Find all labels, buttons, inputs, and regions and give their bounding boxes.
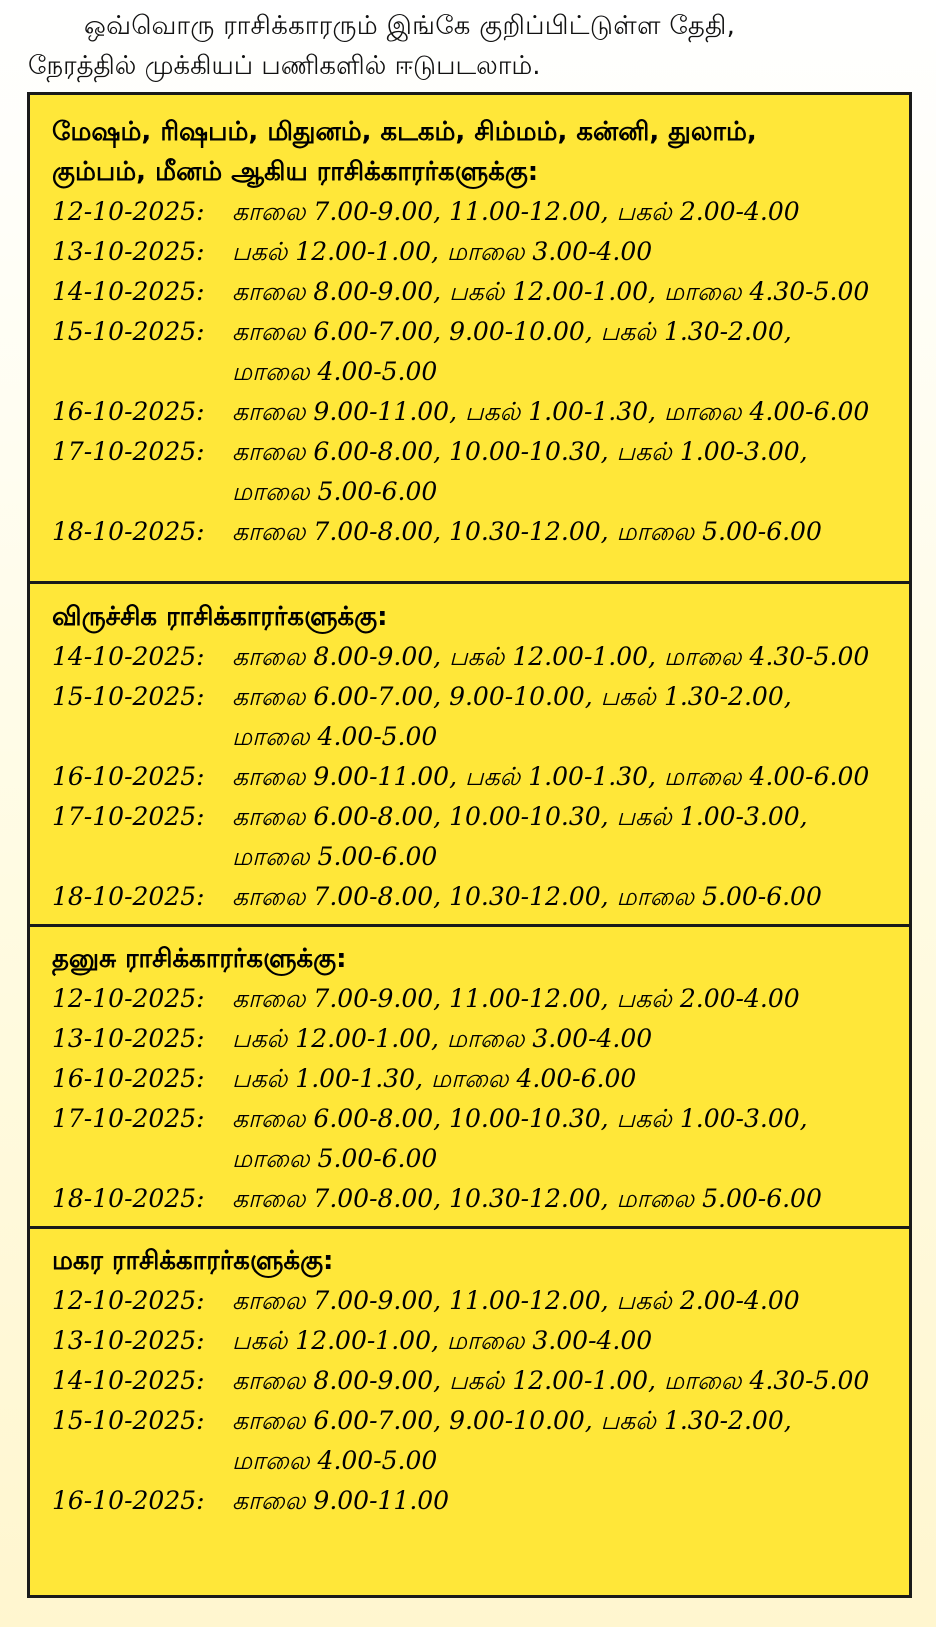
entry-times: பகல் 1.00-1.30, மாலை 4.00-6.00	[232, 1064, 637, 1093]
timing-entry	[52, 637, 909, 677]
entry-times: காலை 6.00-7.00, 9.00-10.00, பகல் 1.30-2.00,	[232, 317, 792, 346]
timing-row	[52, 1281, 909, 1321]
section-heading: தனுசு ராசிக்காரர்களுக்கு:	[52, 944, 347, 974]
timing-row	[52, 1019, 909, 1059]
entry-date: 12-10-2025:	[52, 984, 205, 1013]
timing-row	[52, 877, 909, 917]
timing-row	[52, 1401, 909, 1441]
timing-row	[52, 1361, 909, 1401]
entry-times: காலை 6.00-7.00, 9.00-10.00, பகல் 1.30-2.00,	[232, 1406, 792, 1435]
entry-times: காலை 7.00-8.00, 10.30-12.00, மாலை 5.00-6.00	[232, 517, 822, 546]
entry-date: 12-10-2025:	[52, 1286, 205, 1315]
timing-row	[52, 1481, 909, 1521]
entry-times: மாலை 4.00-5.00	[232, 722, 438, 751]
timing-row	[52, 432, 909, 472]
entry-times: காலை 9.00-11.00, பகல் 1.00-1.30, மாலை 4.00-6.00	[232, 397, 870, 426]
section-dhanusu	[30, 939, 909, 1219]
timing-row	[52, 1179, 909, 1219]
intro-paragraph	[28, 6, 916, 86]
timing-row	[52, 512, 909, 552]
timing-entry	[52, 757, 909, 797]
timing-entry	[52, 432, 909, 512]
entry-times: பகல் 12.00-1.00, மாலை 3.00-4.00	[232, 237, 653, 266]
timing-entry	[52, 512, 909, 552]
timing-entry	[52, 1361, 909, 1401]
timing-row	[52, 1321, 909, 1361]
timing-row	[52, 272, 909, 312]
entry-date: 13-10-2025:	[52, 237, 205, 266]
timing-row	[52, 797, 909, 837]
section-heading: கும்பம், மீனம் ஆகிய ராசிக்காரர்களுக்கு:	[52, 157, 539, 187]
entry-times: காலை 8.00-9.00, பகல் 12.00-1.00, மாலை 4.30-5.00	[232, 277, 870, 306]
timing-row	[52, 837, 909, 877]
entry-date: 17-10-2025:	[52, 437, 205, 466]
section-heading: விருச்சிக ராசிக்காரர்களுக்கு:	[52, 602, 388, 632]
entry-date: 17-10-2025:	[52, 802, 205, 831]
entry-times: காலை 6.00-7.00, 9.00-10.00, பகல் 1.30-2.00,	[232, 682, 792, 711]
timing-entry	[52, 392, 909, 432]
timing-entry	[52, 797, 909, 877]
entry-times: காலை 6.00-8.00, 10.00-10.30, பகல் 1.00-3.00,	[232, 437, 808, 466]
entry-times: காலை 8.00-9.00, பகல் 12.00-1.00, மாலை 4.30-5.00	[232, 642, 870, 671]
entry-times: மாலை 5.00-6.00	[232, 477, 438, 506]
timing-row	[52, 637, 909, 677]
timing-row	[52, 1059, 909, 1099]
section-heading: மகர ராசிக்காரர்களுக்கு:	[52, 1246, 334, 1276]
timing-entry	[52, 192, 909, 232]
entry-date: 15-10-2025:	[52, 1406, 205, 1435]
timing-entry	[52, 979, 909, 1019]
entry-times: காலை 7.00-8.00, 10.30-12.00, மாலை 5.00-6.00	[232, 1184, 822, 1213]
timing-entry	[52, 677, 909, 757]
entry-date: 14-10-2025:	[52, 277, 205, 306]
entry-date: 16-10-2025:	[52, 1486, 205, 1515]
timing-row	[52, 757, 909, 797]
timing-entry	[52, 1401, 909, 1481]
entry-date: 18-10-2025:	[52, 517, 205, 546]
entry-date: 12-10-2025:	[52, 197, 205, 226]
timing-row	[52, 677, 909, 717]
entry-times: பகல் 12.00-1.00, மாலை 3.00-4.00	[232, 1326, 653, 1355]
timing-row	[52, 352, 909, 392]
entry-times: காலை 7.00-9.00, 11.00-12.00, பகல் 2.00-4.00	[232, 1286, 800, 1315]
entry-times: காலை 9.00-11.00, பகல் 1.00-1.30, மாலை 4.00-6.00	[232, 762, 870, 791]
entry-date: 14-10-2025:	[52, 1366, 205, 1395]
timing-entry	[52, 1099, 909, 1179]
entry-date: 15-10-2025:	[52, 317, 205, 346]
entry-date: 13-10-2025:	[52, 1024, 205, 1053]
entry-times: மாலை 5.00-6.00	[232, 842, 438, 871]
timing-row	[52, 472, 909, 512]
entry-times: காலை 9.00-11.00	[232, 1486, 450, 1515]
timing-entry	[52, 877, 909, 917]
entry-date: 16-10-2025:	[52, 397, 205, 426]
timing-row	[52, 1441, 909, 1481]
timing-row	[52, 717, 909, 757]
entry-date: 15-10-2025:	[52, 682, 205, 711]
timings-box	[27, 92, 912, 1598]
entry-times: காலை 6.00-8.00, 10.00-10.30, பகல் 1.00-3.00,	[232, 802, 808, 831]
section-heading: மேஷம், ரிஷபம், மிதுனம், கடகம், சிம்மம், கன்னி, துலாம்,	[52, 117, 757, 147]
entry-times: பகல் 12.00-1.00, மாலை 3.00-4.00	[232, 1024, 653, 1053]
section-group-1	[30, 112, 909, 552]
timing-row	[52, 192, 909, 232]
entry-date: 17-10-2025:	[52, 1104, 205, 1133]
timing-entry	[52, 312, 909, 392]
section-divider	[30, 581, 909, 584]
timing-entry	[52, 1019, 909, 1059]
intro-line-2: நேரத்தில் முக்கியப் பணிகளில் ஈடுபடலாம்.	[28, 51, 541, 81]
timing-row	[52, 392, 909, 432]
entry-date: 18-10-2025:	[52, 1184, 205, 1213]
timing-entry	[52, 1281, 909, 1321]
entry-date: 16-10-2025:	[52, 762, 205, 791]
entry-times: மாலை 5.00-6.00	[232, 1144, 438, 1173]
section-divider	[30, 1226, 909, 1229]
timing-entry	[52, 1481, 909, 1521]
entry-date: 14-10-2025:	[52, 642, 205, 671]
timing-entry	[52, 1059, 909, 1099]
section-magaram	[30, 1241, 909, 1521]
entry-times: காலை 7.00-9.00, 11.00-12.00, பகல் 2.00-4.00	[232, 197, 800, 226]
section-divider	[30, 924, 909, 927]
entry-times: மாலை 4.00-5.00	[232, 357, 438, 386]
entry-times: மாலை 4.00-5.00	[232, 1446, 438, 1475]
section-viruchigam	[30, 597, 909, 917]
timing-row	[52, 1099, 909, 1139]
entry-times: காலை 7.00-8.00, 10.30-12.00, மாலை 5.00-6.00	[232, 882, 822, 911]
timing-row	[52, 1139, 909, 1179]
timing-row	[52, 312, 909, 352]
entry-date: 18-10-2025:	[52, 882, 205, 911]
entry-times: காலை 6.00-8.00, 10.00-10.30, பகல் 1.00-3.00,	[232, 1104, 808, 1133]
entry-times: காலை 7.00-9.00, 11.00-12.00, பகல் 2.00-4.00	[232, 984, 800, 1013]
timing-entry	[52, 272, 909, 312]
timing-entry	[52, 232, 909, 272]
timing-row	[52, 979, 909, 1019]
entry-date: 13-10-2025:	[52, 1326, 205, 1355]
intro-line-1: ஒவ்வொரு ராசிக்காரரும் இங்கே குறிப்பிட்டுள்ள தேதி,	[84, 11, 736, 41]
timing-row	[52, 232, 909, 272]
timing-entry	[52, 1179, 909, 1219]
entry-times: காலை 8.00-9.00, பகல் 12.00-1.00, மாலை 4.30-5.00	[232, 1366, 870, 1395]
timing-entry	[52, 1321, 909, 1361]
entry-date: 16-10-2025:	[52, 1064, 205, 1093]
